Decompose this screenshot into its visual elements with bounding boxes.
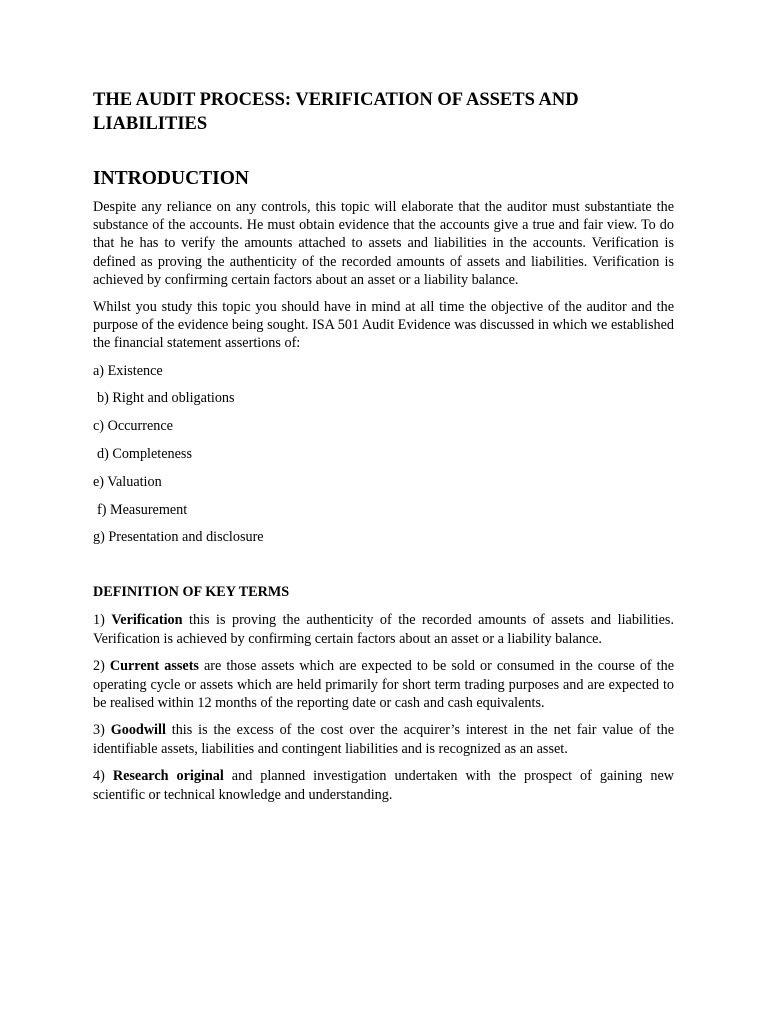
list-item: e) Valuation: [93, 473, 162, 490]
definition-text: this is the excess of the cost over the acquirer’s interest in the net fair value of the identifiable assets, liabilities and contingent liabilities and is recognized as an asset.: [93, 722, 674, 757]
definition-number: 2): [93, 658, 105, 675]
definition-term: Research original: [112, 768, 224, 785]
definitions-list: [93, 611, 674, 803]
definition-text: and planned investigation undertaken with the prospect of gaining new scientific or technical knowledge and understanding.: [93, 768, 675, 803]
intro-paragraph: Whilst you study this topic you should have in mind at all time the objective of the auditor and the purpose of the evidence being sought. ISA 501 Audit Evidence was discussed in which we established the financial statement assertions of:: [93, 299, 674, 352]
definition-number: 1): [93, 612, 105, 629]
definition-number: 3): [93, 722, 105, 739]
assertions-list: [93, 362, 674, 547]
definition-number: 4): [93, 768, 105, 785]
definition-item: [93, 721, 674, 757]
definition-text: this is proving the authenticity of the recorded amounts of assets and liabilities. Verification is achieved by confirming certain factors about an asset or a liability balance.: [93, 612, 674, 647]
definitions-heading: DEFINITION OF KEY TERMS: [93, 584, 290, 601]
list-item: a) Existence: [93, 362, 163, 379]
definition-term: Goodwill: [110, 722, 166, 739]
definition-text: are those assets which are expected to be sold or consumed in the course of the operating cycle or assets which are held primarily for short term trading purposes and are expected to be realised within 12 months of the reporting date or cash and cash equivalents.: [93, 658, 675, 711]
page-content: [93, 88, 674, 804]
definition-item: [93, 767, 674, 803]
list-item: g) Presentation and disclosure: [93, 529, 264, 546]
list-item: d) Completeness: [97, 446, 192, 463]
introduction-heading: INTRODUCTION: [93, 168, 250, 189]
page-title: THE AUDIT PROCESS: VERIFICATION OF ASSETS AND LIABILITIES: [93, 90, 579, 134]
list-item: f) Measurement: [97, 501, 188, 518]
definition-term: Current assets: [109, 658, 199, 675]
definition-item: [93, 657, 674, 712]
list-item: b) Right and obligations: [97, 390, 235, 407]
definition-item: [93, 611, 674, 647]
intro-paragraph: Despite any reliance on any controls, this topic will elaborate that the auditor must substantiate the substance of the accounts. He must obtain evidence that the accounts give a true and fair view. To do that he has to verify the amounts attached to assets and liabilities in the accounts. Verification is defined as proving the authenticity of the recorded amounts of assets and liabilities. Verification is achieved by confirming certain factors about an asset or a liability balance.: [93, 199, 674, 288]
list-item: c) Occurrence: [93, 418, 173, 435]
definition-term: Verification: [111, 612, 183, 629]
